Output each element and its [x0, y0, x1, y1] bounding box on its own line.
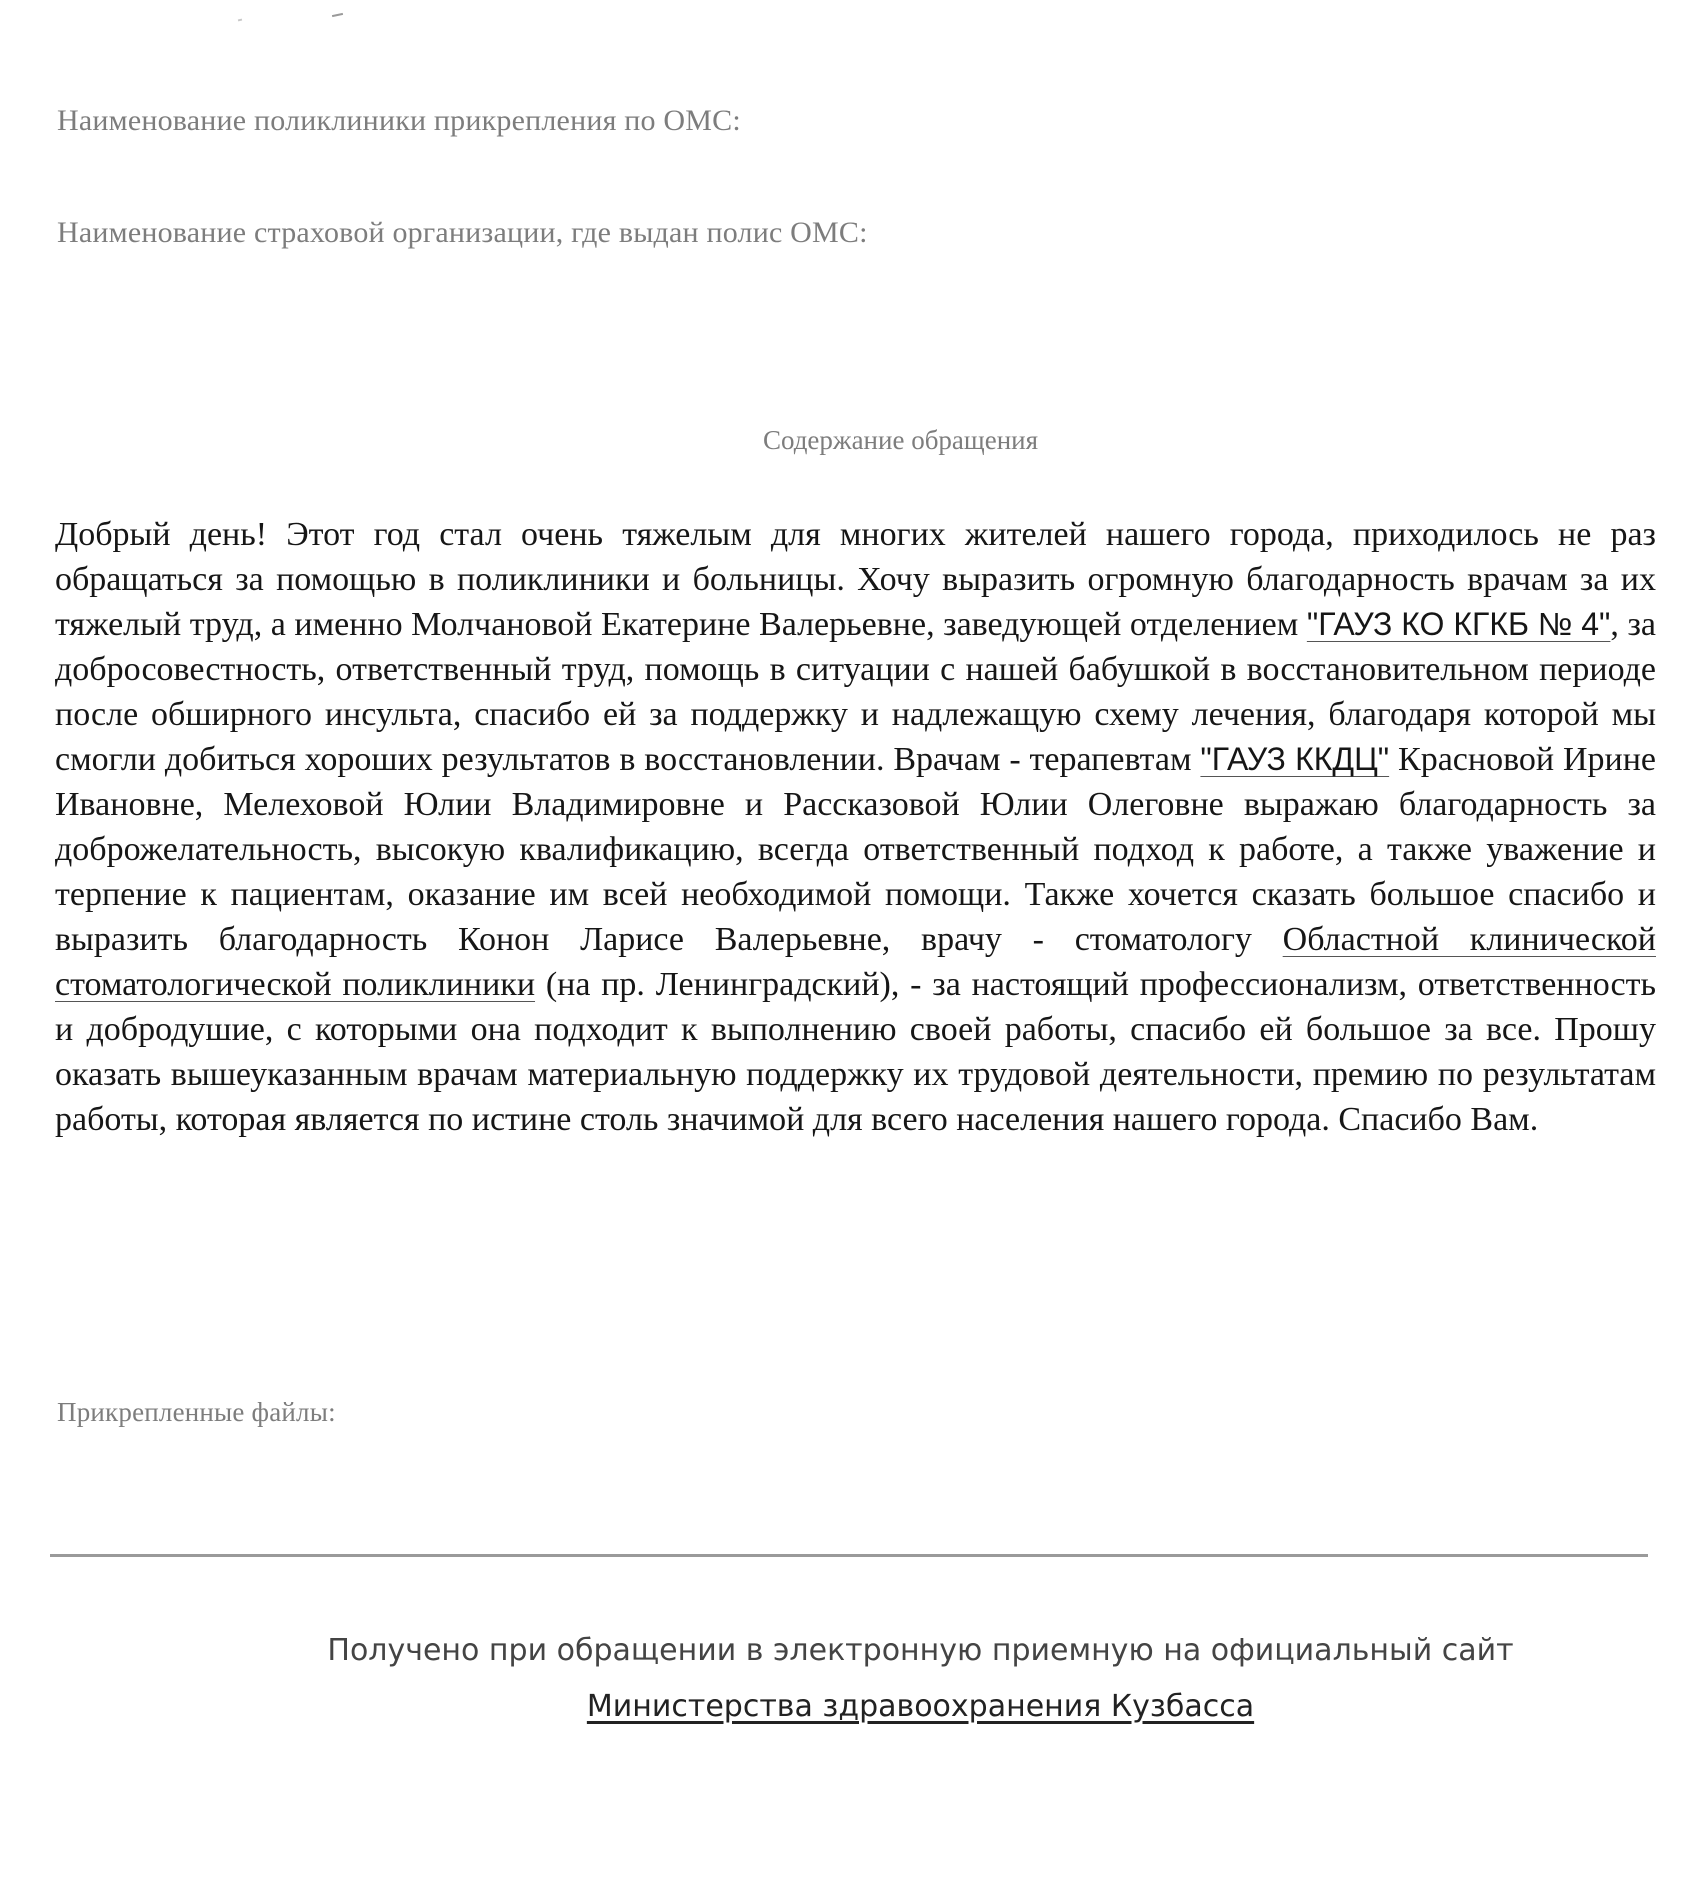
- dental-clinic-name-underlined: Областной клинической стоматологической поликлиники: [55, 921, 1656, 1003]
- insurer-field-label: Наименование страховой организации, где выдан полис ОМС:: [57, 216, 868, 249]
- divider-line: [50, 1554, 1648, 1557]
- content-section-title: Содержание обращения: [762, 425, 1039, 455]
- letter-text-part: (на пр. Ленинградский), - за настоящий профессионализм, ответственность и добродушие, с которыми она подходит к выполнению своей работы, спасибо ей большое за все. Прошу оказать вышеуказанным врачам материальную поддержку их трудовой деятельности, премию по результатам работы, которая является по истине столь значимой для всего населения нашего города. Спасибо Вам.: [55, 966, 1656, 1138]
- ministry-link-text: Министерства здравоохранения Кузбасса: [586, 1689, 1255, 1724]
- letter-text-part: Добрый день! Этот год стал очень тяжелым для многих жителей нашего города, приходилось не раз обращаться за помощью в поликлиники и больницы. Хочу выразить огромную благодарность врачам за их тяжелый труд, а именно Молчановой Екатерине Валерьевне, заведующей отделением: [55, 516, 1656, 643]
- letter-body: [55, 512, 1656, 1142]
- scan-speck: [332, 13, 343, 17]
- footer-source-note: Получено при обращении в электронную приемную на официальный сайт: [327, 1633, 1514, 1668]
- letter-text-part: , за добросовестность, ответственный труд, помощь в ситуации с нашей бабушкой в восстановительном периоде после обширного инсульта, спасибо ей за поддержку и надлежащую схему лечения, благодаря которой мы смогли добиться хороших результатов в восстановлении. Врачам - терапевтам: [55, 606, 1657, 778]
- hospital-name-underlined: "ГАУЗ КО КГКБ № 4": [1306, 606, 1611, 642]
- scan-speck: [238, 19, 242, 22]
- attachments-label: Прикрепленные файлы:: [57, 1397, 336, 1427]
- diagnostic-center-name-underlined: "ГАУЗ ККДЦ": [1200, 741, 1390, 777]
- letter-text-part: Красновой Ирине Ивановне, Мелеховой Юлии Владимировне и Рассказовой Юлии Олеговне выражаю благодарность за доброжелательность, высокую квалификацию, всегда ответственный подход к работе, а также уважение и терпение к пациентам, оказание им всей необходимой помощи. Также хочется сказать большое спасибо и выразить благодарность Конон Ларисе Валерьевне, врачу - стоматологу: [55, 741, 1657, 958]
- clinic-field-label: Наименование поликлиники прикрепления по ОМС:: [57, 104, 741, 137]
- footer-ministry-name: [0, 1689, 1681, 1724]
